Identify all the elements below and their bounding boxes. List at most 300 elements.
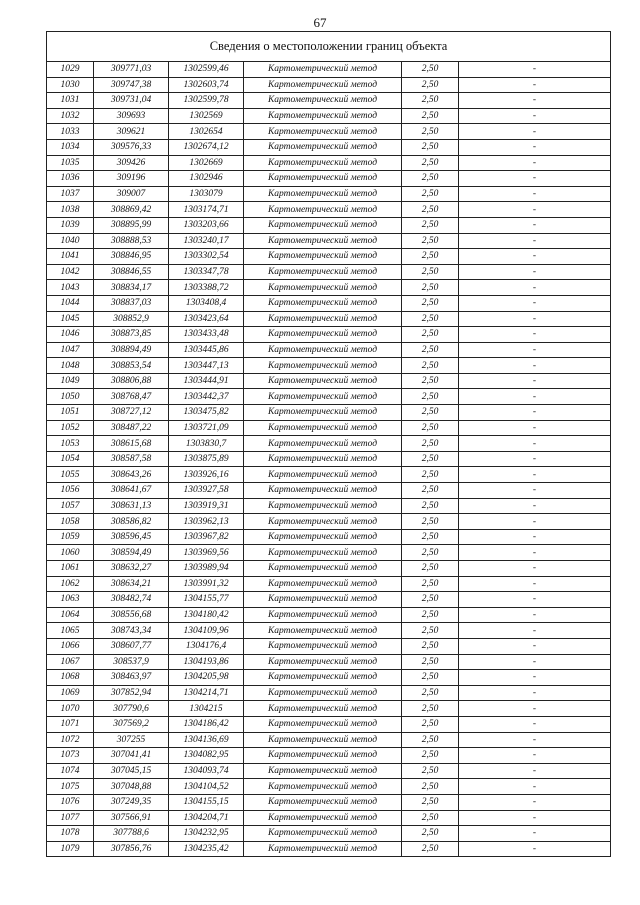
x-coordinate-cell: 308852,9	[94, 311, 169, 327]
table-row	[47, 358, 611, 374]
description-cell: -	[459, 670, 611, 686]
method-cell: Картометрический метод	[244, 420, 402, 436]
table-row	[47, 171, 611, 187]
description-cell: -	[459, 607, 611, 623]
x-coordinate-cell: 307255	[94, 732, 169, 748]
point-number-cell: 1037	[47, 186, 94, 202]
table-row	[47, 545, 611, 561]
description-cell: -	[459, 763, 611, 779]
point-number-cell: 1065	[47, 623, 94, 639]
x-coordinate-cell: 308586,82	[94, 514, 169, 530]
accuracy-cell: 2,50	[402, 483, 459, 499]
table-row	[47, 685, 611, 701]
description-cell: -	[459, 342, 611, 358]
x-coordinate-cell: 309731,04	[94, 93, 169, 109]
accuracy-cell: 2,50	[402, 77, 459, 93]
accuracy-cell: 2,50	[402, 654, 459, 670]
method-cell: Картометрический метод	[244, 171, 402, 187]
method-cell: Картометрический метод	[244, 576, 402, 592]
y-coordinate-cell: 1303240,17	[169, 233, 244, 249]
point-number-cell: 1038	[47, 202, 94, 218]
point-number-cell: 1078	[47, 826, 94, 842]
accuracy-cell: 2,50	[402, 420, 459, 436]
method-cell: Картометрический метод	[244, 685, 402, 701]
table-row	[47, 576, 611, 592]
table-row	[47, 561, 611, 577]
y-coordinate-cell: 1303079	[169, 186, 244, 202]
x-coordinate-cell: 307852,94	[94, 685, 169, 701]
y-coordinate-cell: 1304193,86	[169, 654, 244, 670]
point-number-cell: 1075	[47, 779, 94, 795]
accuracy-cell: 2,50	[402, 327, 459, 343]
accuracy-cell: 2,50	[402, 186, 459, 202]
x-coordinate-cell: 308596,45	[94, 529, 169, 545]
table-body	[47, 32, 611, 857]
table-row	[47, 498, 611, 514]
y-coordinate-cell: 1303388,72	[169, 280, 244, 296]
accuracy-cell: 2,50	[402, 638, 459, 654]
method-cell: Картометрический метод	[244, 592, 402, 608]
point-number-cell: 1048	[47, 358, 94, 374]
accuracy-cell: 2,50	[402, 592, 459, 608]
x-coordinate-cell: 307569,2	[94, 716, 169, 732]
table-row	[47, 779, 611, 795]
table-row	[47, 139, 611, 155]
point-number-cell: 1060	[47, 545, 94, 561]
x-coordinate-cell: 308607,77	[94, 638, 169, 654]
x-coordinate-cell: 309196	[94, 171, 169, 187]
accuracy-cell: 2,50	[402, 685, 459, 701]
x-coordinate-cell: 308894,49	[94, 342, 169, 358]
method-cell: Картометрический метод	[244, 467, 402, 483]
accuracy-cell: 2,50	[402, 311, 459, 327]
accuracy-cell: 2,50	[402, 794, 459, 810]
description-cell: -	[459, 264, 611, 280]
method-cell: Картометрический метод	[244, 249, 402, 265]
method-cell: Картометрический метод	[244, 124, 402, 140]
point-number-cell: 1031	[47, 93, 94, 109]
point-number-cell: 1040	[47, 233, 94, 249]
point-number-cell: 1053	[47, 436, 94, 452]
x-coordinate-cell: 308632,27	[94, 561, 169, 577]
y-coordinate-cell: 1304186,42	[169, 716, 244, 732]
point-number-cell: 1062	[47, 576, 94, 592]
x-coordinate-cell: 308834,17	[94, 280, 169, 296]
table-row	[47, 701, 611, 717]
description-cell: -	[459, 202, 611, 218]
y-coordinate-cell: 1304155,77	[169, 592, 244, 608]
x-coordinate-cell: 309576,33	[94, 139, 169, 155]
y-coordinate-cell: 1304082,95	[169, 748, 244, 764]
method-cell: Картометрический метод	[244, 389, 402, 405]
table-row	[47, 264, 611, 280]
y-coordinate-cell: 1303445,86	[169, 342, 244, 358]
point-number-cell: 1033	[47, 124, 94, 140]
accuracy-cell: 2,50	[402, 467, 459, 483]
method-cell: Картометрический метод	[244, 514, 402, 530]
method-cell: Картометрический метод	[244, 342, 402, 358]
accuracy-cell: 2,50	[402, 670, 459, 686]
point-number-cell: 1077	[47, 810, 94, 826]
point-number-cell: 1057	[47, 498, 94, 514]
point-number-cell: 1055	[47, 467, 94, 483]
table-row	[47, 77, 611, 93]
x-coordinate-cell: 308895,99	[94, 217, 169, 233]
x-coordinate-cell: 307566,91	[94, 810, 169, 826]
x-coordinate-cell: 308587,58	[94, 451, 169, 467]
description-cell: -	[459, 405, 611, 421]
method-cell: Картометрический метод	[244, 280, 402, 296]
x-coordinate-cell: 308634,21	[94, 576, 169, 592]
point-number-cell: 1035	[47, 155, 94, 171]
table-row	[47, 748, 611, 764]
description-cell: -	[459, 701, 611, 717]
description-cell: -	[459, 77, 611, 93]
method-cell: Картометрический метод	[244, 311, 402, 327]
accuracy-cell: 2,50	[402, 623, 459, 639]
x-coordinate-cell: 308463,97	[94, 670, 169, 686]
y-coordinate-cell: 1304215	[169, 701, 244, 717]
y-coordinate-cell: 1303989,94	[169, 561, 244, 577]
table-row	[47, 280, 611, 296]
accuracy-cell: 2,50	[402, 264, 459, 280]
point-number-cell: 1070	[47, 701, 94, 717]
method-cell: Картометрический метод	[244, 327, 402, 343]
boundary-coordinates-table	[46, 31, 611, 857]
method-cell: Картометрический метод	[244, 498, 402, 514]
x-coordinate-cell: 308641,67	[94, 483, 169, 499]
description-cell: -	[459, 794, 611, 810]
table-row	[47, 249, 611, 265]
y-coordinate-cell: 1303423,64	[169, 311, 244, 327]
method-cell: Картометрический метод	[244, 358, 402, 374]
accuracy-cell: 2,50	[402, 529, 459, 545]
x-coordinate-cell: 307048,88	[94, 779, 169, 795]
method-cell: Картометрический метод	[244, 763, 402, 779]
x-coordinate-cell: 308727,12	[94, 405, 169, 421]
point-number-cell: 1046	[47, 327, 94, 343]
description-cell: -	[459, 514, 611, 530]
accuracy-cell: 2,50	[402, 498, 459, 514]
method-cell: Картометрический метод	[244, 638, 402, 654]
accuracy-cell: 2,50	[402, 373, 459, 389]
accuracy-cell: 2,50	[402, 280, 459, 296]
y-coordinate-cell: 1303967,82	[169, 529, 244, 545]
point-number-cell: 1074	[47, 763, 94, 779]
y-coordinate-cell: 1303830,7	[169, 436, 244, 452]
y-coordinate-cell: 1302674,12	[169, 139, 244, 155]
accuracy-cell: 2,50	[402, 358, 459, 374]
x-coordinate-cell: 308537,9	[94, 654, 169, 670]
point-number-cell: 1071	[47, 716, 94, 732]
description-cell: -	[459, 561, 611, 577]
y-coordinate-cell: 1302669	[169, 155, 244, 171]
x-coordinate-cell: 308487,22	[94, 420, 169, 436]
method-cell: Картометрический метод	[244, 529, 402, 545]
description-cell: -	[459, 592, 611, 608]
y-coordinate-cell: 1303875,89	[169, 451, 244, 467]
point-number-cell: 1063	[47, 592, 94, 608]
description-cell: -	[459, 249, 611, 265]
description-cell: -	[459, 233, 611, 249]
y-coordinate-cell: 1303475,82	[169, 405, 244, 421]
table-row	[47, 217, 611, 233]
point-number-cell: 1044	[47, 295, 94, 311]
method-cell: Картометрический метод	[244, 139, 402, 155]
point-number-cell: 1073	[47, 748, 94, 764]
point-number-cell: 1039	[47, 217, 94, 233]
description-cell: -	[459, 483, 611, 499]
method-cell: Картометрический метод	[244, 483, 402, 499]
point-number-cell: 1079	[47, 841, 94, 857]
accuracy-cell: 2,50	[402, 108, 459, 124]
x-coordinate-cell: 308768,47	[94, 389, 169, 405]
accuracy-cell: 2,50	[402, 841, 459, 857]
point-number-cell: 1043	[47, 280, 94, 296]
x-coordinate-cell: 308846,55	[94, 264, 169, 280]
description-cell: -	[459, 467, 611, 483]
point-number-cell: 1034	[47, 139, 94, 155]
description-cell: -	[459, 748, 611, 764]
description-cell: -	[459, 389, 611, 405]
accuracy-cell: 2,50	[402, 155, 459, 171]
method-cell: Картометрический метод	[244, 202, 402, 218]
accuracy-cell: 2,50	[402, 607, 459, 623]
accuracy-cell: 2,50	[402, 451, 459, 467]
y-coordinate-cell: 1303991,32	[169, 576, 244, 592]
method-cell: Картометрический метод	[244, 405, 402, 421]
point-number-cell: 1029	[47, 62, 94, 78]
description-cell: -	[459, 155, 611, 171]
y-coordinate-cell: 1304104,52	[169, 779, 244, 795]
y-coordinate-cell: 1303203,66	[169, 217, 244, 233]
y-coordinate-cell: 1302946	[169, 171, 244, 187]
accuracy-cell: 2,50	[402, 514, 459, 530]
table-row	[47, 93, 611, 109]
y-coordinate-cell: 1304204,71	[169, 810, 244, 826]
accuracy-cell: 2,50	[402, 93, 459, 109]
description-cell: -	[459, 716, 611, 732]
point-number-cell: 1069	[47, 685, 94, 701]
description-cell: -	[459, 217, 611, 233]
description-cell: -	[459, 358, 611, 374]
description-cell: -	[459, 436, 611, 452]
table-row	[47, 592, 611, 608]
point-number-cell: 1056	[47, 483, 94, 499]
method-cell: Картометрический метод	[244, 233, 402, 249]
x-coordinate-cell: 307788,6	[94, 826, 169, 842]
description-cell: -	[459, 623, 611, 639]
point-number-cell: 1047	[47, 342, 94, 358]
table-row	[47, 654, 611, 670]
method-cell: Картометрический метод	[244, 670, 402, 686]
point-number-cell: 1059	[47, 529, 94, 545]
x-coordinate-cell: 308482,74	[94, 592, 169, 608]
table-row	[47, 794, 611, 810]
x-coordinate-cell: 308846,95	[94, 249, 169, 265]
y-coordinate-cell: 1304109,96	[169, 623, 244, 639]
x-coordinate-cell: 308837,03	[94, 295, 169, 311]
description-cell: -	[459, 810, 611, 826]
point-number-cell: 1054	[47, 451, 94, 467]
accuracy-cell: 2,50	[402, 826, 459, 842]
table-row	[47, 186, 611, 202]
x-coordinate-cell: 308869,42	[94, 202, 169, 218]
description-cell: -	[459, 654, 611, 670]
description-cell: -	[459, 779, 611, 795]
x-coordinate-cell: 308594,49	[94, 545, 169, 561]
description-cell: -	[459, 826, 611, 842]
description-cell: -	[459, 327, 611, 343]
description-cell: -	[459, 638, 611, 654]
x-coordinate-cell: 307790,6	[94, 701, 169, 717]
method-cell: Картометрический метод	[244, 217, 402, 233]
accuracy-cell: 2,50	[402, 389, 459, 405]
point-number-cell: 1030	[47, 77, 94, 93]
method-cell: Картометрический метод	[244, 654, 402, 670]
point-number-cell: 1076	[47, 794, 94, 810]
y-coordinate-cell: 1303919,31	[169, 498, 244, 514]
point-number-cell: 1041	[47, 249, 94, 265]
table-row	[47, 638, 611, 654]
accuracy-cell: 2,50	[402, 576, 459, 592]
method-cell: Картометрический метод	[244, 794, 402, 810]
method-cell: Картометрический метод	[244, 810, 402, 826]
point-number-cell: 1051	[47, 405, 94, 421]
method-cell: Картометрический метод	[244, 545, 402, 561]
x-coordinate-cell: 308888,53	[94, 233, 169, 249]
description-cell: -	[459, 280, 611, 296]
x-coordinate-cell: 308806,88	[94, 373, 169, 389]
table-row	[47, 451, 611, 467]
x-coordinate-cell: 307045,15	[94, 763, 169, 779]
point-number-cell: 1072	[47, 732, 94, 748]
description-cell: -	[459, 576, 611, 592]
y-coordinate-cell: 1303969,56	[169, 545, 244, 561]
description-cell: -	[459, 139, 611, 155]
method-cell: Картометрический метод	[244, 451, 402, 467]
x-coordinate-cell: 308556,68	[94, 607, 169, 623]
description-cell: -	[459, 732, 611, 748]
description-cell: -	[459, 108, 611, 124]
y-coordinate-cell: 1303347,78	[169, 264, 244, 280]
method-cell: Картометрический метод	[244, 155, 402, 171]
y-coordinate-cell: 1304205,98	[169, 670, 244, 686]
table-row	[47, 763, 611, 779]
y-coordinate-cell: 1304180,42	[169, 607, 244, 623]
table-row	[47, 670, 611, 686]
y-coordinate-cell: 1303433,48	[169, 327, 244, 343]
accuracy-cell: 2,50	[402, 779, 459, 795]
table-row	[47, 295, 611, 311]
table-row	[47, 514, 611, 530]
x-coordinate-cell: 307856,76	[94, 841, 169, 857]
y-coordinate-cell: 1302599,78	[169, 93, 244, 109]
page-number: 67	[313, 15, 327, 30]
method-cell: Картометрический метод	[244, 436, 402, 452]
method-cell: Картометрический метод	[244, 748, 402, 764]
method-cell: Картометрический метод	[244, 716, 402, 732]
point-number-cell: 1032	[47, 108, 94, 124]
table-title-row	[47, 32, 611, 62]
description-cell: -	[459, 124, 611, 140]
y-coordinate-cell: 1302569	[169, 108, 244, 124]
x-coordinate-cell: 308743,34	[94, 623, 169, 639]
table-row	[47, 373, 611, 389]
accuracy-cell: 2,50	[402, 217, 459, 233]
accuracy-cell: 2,50	[402, 139, 459, 155]
x-coordinate-cell: 309693	[94, 108, 169, 124]
table-row	[47, 467, 611, 483]
x-coordinate-cell: 308643,26	[94, 467, 169, 483]
table-row	[47, 732, 611, 748]
accuracy-cell: 2,50	[402, 748, 459, 764]
method-cell: Картометрический метод	[244, 623, 402, 639]
y-coordinate-cell: 1303962,13	[169, 514, 244, 530]
point-number-cell: 1061	[47, 561, 94, 577]
accuracy-cell: 2,50	[402, 732, 459, 748]
accuracy-cell: 2,50	[402, 202, 459, 218]
accuracy-cell: 2,50	[402, 295, 459, 311]
table-row	[47, 826, 611, 842]
point-number-cell: 1067	[47, 654, 94, 670]
x-coordinate-cell: 307041,41	[94, 748, 169, 764]
y-coordinate-cell: 1302654	[169, 124, 244, 140]
table-row	[47, 405, 611, 421]
point-number-cell: 1049	[47, 373, 94, 389]
method-cell: Картометрический метод	[244, 701, 402, 717]
x-coordinate-cell: 309621	[94, 124, 169, 140]
description-cell: -	[459, 373, 611, 389]
accuracy-cell: 2,50	[402, 124, 459, 140]
accuracy-cell: 2,50	[402, 561, 459, 577]
description-cell: -	[459, 545, 611, 561]
x-coordinate-cell: 308853,54	[94, 358, 169, 374]
point-number-cell: 1036	[47, 171, 94, 187]
method-cell: Картометрический метод	[244, 295, 402, 311]
description-cell: -	[459, 62, 611, 78]
x-coordinate-cell: 308631,13	[94, 498, 169, 514]
y-coordinate-cell: 1304176,4	[169, 638, 244, 654]
point-number-cell: 1052	[47, 420, 94, 436]
point-number-cell: 1068	[47, 670, 94, 686]
table-row	[47, 483, 611, 499]
description-cell: -	[459, 295, 611, 311]
accuracy-cell: 2,50	[402, 436, 459, 452]
table-title: Сведения о местоположении границ объекта	[47, 32, 611, 62]
table-row	[47, 202, 611, 218]
table-row	[47, 155, 611, 171]
y-coordinate-cell: 1302603,74	[169, 77, 244, 93]
table-row	[47, 810, 611, 826]
x-coordinate-cell: 307249,35	[94, 794, 169, 810]
y-coordinate-cell: 1303408,4	[169, 295, 244, 311]
table-row	[47, 841, 611, 857]
table-row	[47, 62, 611, 78]
method-cell: Картометрический метод	[244, 77, 402, 93]
accuracy-cell: 2,50	[402, 249, 459, 265]
accuracy-cell: 2,50	[402, 62, 459, 78]
y-coordinate-cell: 1303442,37	[169, 389, 244, 405]
point-number-cell: 1066	[47, 638, 94, 654]
method-cell: Картометрический метод	[244, 264, 402, 280]
y-coordinate-cell: 1303721,09	[169, 420, 244, 436]
method-cell: Картометрический метод	[244, 779, 402, 795]
table-row	[47, 233, 611, 249]
method-cell: Картометрический метод	[244, 841, 402, 857]
y-coordinate-cell: 1304136,69	[169, 732, 244, 748]
table-row	[47, 327, 611, 343]
